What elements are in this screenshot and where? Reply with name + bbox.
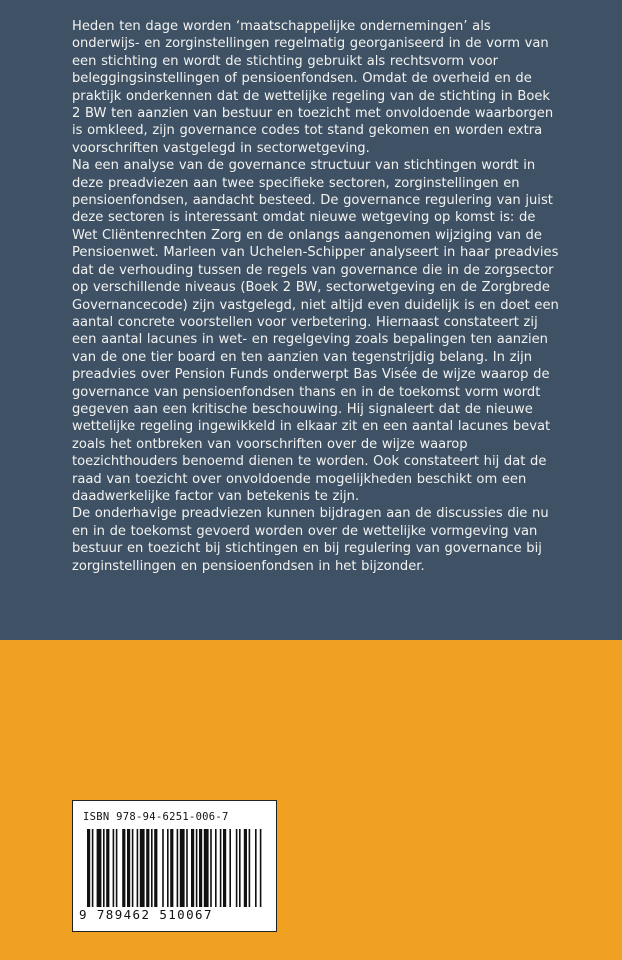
barcode-bar bbox=[127, 829, 130, 907]
barcode-digits: 9 789462 510067 bbox=[79, 907, 213, 922]
barcode-bar bbox=[239, 829, 241, 907]
barcode-bar bbox=[215, 829, 217, 907]
barcode-bar bbox=[191, 829, 194, 907]
barcode-bar bbox=[180, 829, 185, 907]
barcode-bar bbox=[186, 829, 188, 907]
blurb-paragraph-1: Heden ten dage worden ‘maatschappelijke ondernemingen’ als onderwijs- en zorginstellingen regelmatig georganiseerd in de vorm van een stichting en wordt de stichting gebruikt als rechtsvorm voor beleggingsinstellingen of pensioenfondsen. Omdat de overheid en de praktijk onderkennen dat de wettelijke regeling van de stichting in Boek 2 BW ten aanzien van bestuur en toezicht met onvoldoende waarborgen is omkleed, zijn governance codes tot stand gekomen en worden extra voorschriften vastgelegd in sectorwetgeving. bbox=[72, 19, 554, 156]
barcode-bar bbox=[162, 829, 164, 907]
barcode-bar bbox=[116, 829, 118, 907]
blurb-paragraph-2: Na een analyse van de governance structuur van stichtingen wordt in deze preadviezen aan twee specifieke sectoren, zorginstellingen en pensioenfondsen, aandacht besteed. De governance regulering van juist deze sectoren is interessant omdat nieuwe wetgeving op komst is: de Wet Cliëntenrechten Zorg en de onlangs aangenomen wijziging van de Pensioenwet. Marleen van Uchelen-Schipper analyseert in haar preadvies dat de verhouding tussen de regels van governance die in de zorgsector op verschillende niveaus (Boek 2 BW, sectorwetgeving en de Zorgbrede Governancecode) zijn vastgelegd, niet altijd even duidelijk is en doet een aantal concrete voorstellen voor verbetering. Hiernaast constateert zij een aantal lacunes in wet- en regelgeving zoals bepalingen ten aanzien van de one tier board en ten aanzien van tegenstrijdig belang. In zijn preadvies over Pension Funds onderwerpt Bas Visée de wijze waarop de governance van pensioenfondsen thans en in de toekomst vorm wordt gegeven aan een kritische beschouwing. Hij signaleert dat de nieuwe wettelijke regeling ingewikkeld in elkaar zit en een aantal lacunes bevat zoals het ontbreken van voorschriften over de wijze waarop toezichthouders benoemd dienen te worden. Ook constateert hij dat de raad van toezicht over onvoldoende mogelijkheden beschikt om een daadwerkelijke factor van betekenis te zijn. bbox=[72, 158, 559, 504]
barcode-bar bbox=[140, 829, 145, 907]
barcode-bar bbox=[154, 829, 157, 907]
barcode-bar bbox=[106, 829, 109, 907]
barcode-bar bbox=[255, 829, 257, 907]
barcode-bar bbox=[204, 829, 209, 907]
barcode-bar bbox=[249, 829, 251, 907]
barcode-bar bbox=[146, 829, 149, 907]
barcode-bar bbox=[167, 829, 169, 907]
barcode-bar bbox=[103, 829, 105, 907]
barcode-bar bbox=[196, 829, 198, 907]
blurb-paragraph-3: De onderhavige preadviezen kunnen bijdragen aan de discussies die nu en in de toekomst gevoerd worden over de wettelijke vormgeving van bestuur en toezicht bij stichtingen en bij regulering van governance bij zorginstellingen en pensioenfondsen in het bijzonder. bbox=[72, 506, 549, 574]
barcode-bar bbox=[199, 829, 202, 907]
barcode-bar bbox=[122, 829, 125, 907]
barcode-bar bbox=[170, 829, 173, 907]
barcode-bar bbox=[97, 829, 102, 907]
barcode-bar bbox=[113, 829, 115, 907]
barcode-bar bbox=[132, 829, 134, 907]
barcode-bar bbox=[223, 829, 226, 907]
barcode-bar bbox=[236, 829, 238, 907]
barcode-bar bbox=[229, 829, 231, 907]
barcode-bar bbox=[210, 829, 212, 907]
barcode-bar bbox=[220, 829, 222, 907]
isbn-barcode-box bbox=[72, 800, 277, 932]
barcode-bars bbox=[87, 829, 263, 907]
isbn-label: ISBN 978-94-6251-006-7 bbox=[83, 811, 229, 823]
barcode-bar bbox=[137, 829, 139, 907]
barcode-bar bbox=[92, 829, 94, 907]
barcode-bar bbox=[151, 829, 153, 907]
barcode-bar bbox=[177, 829, 179, 907]
barcode-bar bbox=[87, 829, 90, 907]
cover-blurb bbox=[72, 18, 562, 575]
barcode-bar bbox=[260, 829, 262, 907]
barcode-bar bbox=[244, 829, 247, 907]
